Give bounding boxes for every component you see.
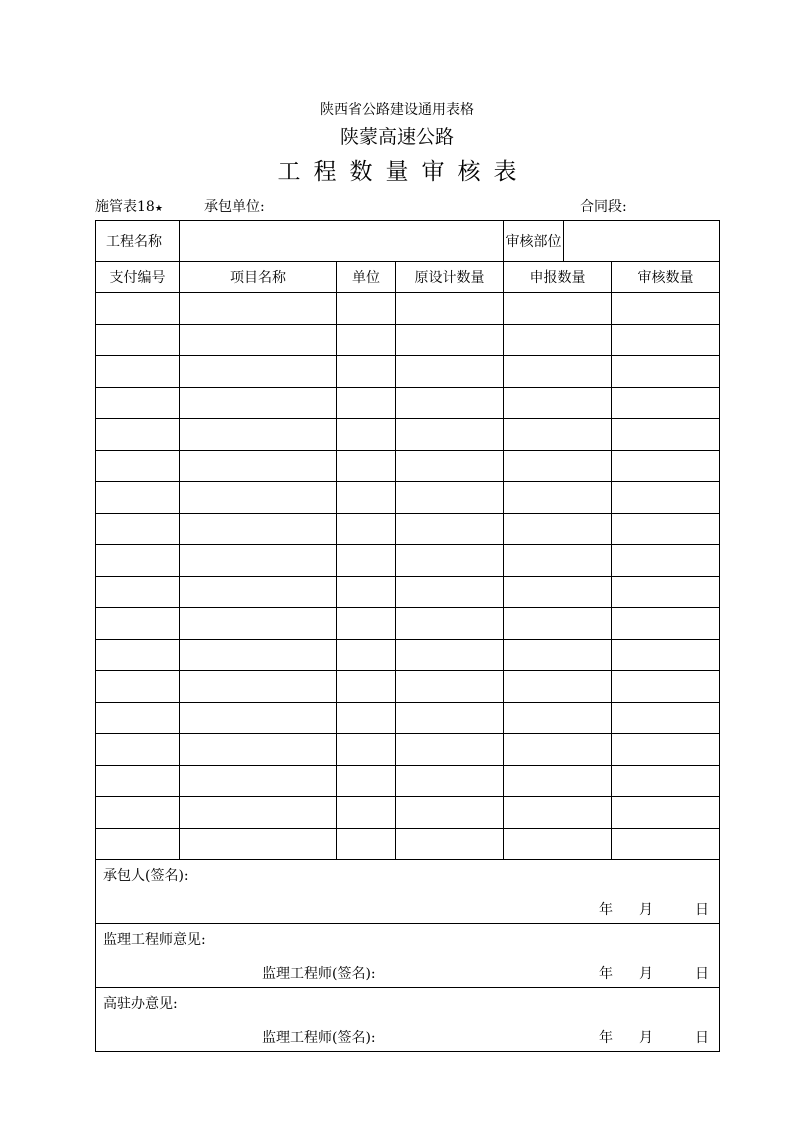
table-cell[interactable] bbox=[96, 608, 180, 640]
table-cell[interactable] bbox=[96, 513, 180, 545]
table-cell[interactable] bbox=[96, 387, 180, 419]
table-cell[interactable] bbox=[96, 356, 180, 388]
table-cell[interactable] bbox=[337, 576, 396, 608]
table-cell[interactable] bbox=[396, 765, 504, 797]
table-cell[interactable] bbox=[180, 324, 337, 356]
table-row bbox=[96, 419, 720, 451]
day-label: 日 bbox=[695, 902, 709, 918]
table-cell[interactable] bbox=[396, 450, 504, 482]
table-row bbox=[96, 576, 720, 608]
info-row bbox=[96, 221, 720, 262]
table-cell[interactable] bbox=[337, 387, 396, 419]
table-row bbox=[96, 671, 720, 703]
table-cell[interactable] bbox=[612, 639, 720, 671]
contractor-signature-label: 承包人(签名): bbox=[103, 868, 189, 884]
month-label: 月 bbox=[639, 966, 653, 982]
table-cell[interactable] bbox=[96, 828, 180, 860]
table-row bbox=[96, 608, 720, 640]
month-label: 月 bbox=[639, 902, 653, 918]
table-cell[interactable] bbox=[180, 828, 337, 860]
supervisor-opinion-row bbox=[96, 924, 720, 988]
table-cell[interactable] bbox=[337, 324, 396, 356]
table-cell[interactable] bbox=[396, 797, 504, 829]
table-cell[interactable] bbox=[96, 545, 180, 577]
table-row bbox=[96, 513, 720, 545]
table-cell[interactable] bbox=[180, 765, 337, 797]
supervisor-opinion-cell[interactable] bbox=[96, 924, 720, 988]
table-cell[interactable] bbox=[504, 639, 612, 671]
table-cell[interactable] bbox=[504, 828, 612, 860]
table-cell[interactable] bbox=[337, 482, 396, 514]
table-cell[interactable] bbox=[504, 671, 612, 703]
table-cell[interactable] bbox=[612, 293, 720, 325]
table-cell[interactable] bbox=[180, 419, 337, 451]
table-cell[interactable] bbox=[337, 356, 396, 388]
year-label: 年 bbox=[599, 966, 613, 982]
table-cell[interactable] bbox=[180, 671, 337, 703]
table-cell[interactable] bbox=[337, 513, 396, 545]
supervisor-signature-label: 监理工程师(签名): bbox=[262, 966, 376, 982]
table-cell[interactable] bbox=[180, 356, 337, 388]
project-title: 陕蒙高速公路 bbox=[339, 126, 454, 148]
table-cell[interactable] bbox=[337, 293, 396, 325]
column-header: 项目名称 bbox=[180, 262, 337, 293]
table-cell[interactable] bbox=[504, 734, 612, 766]
table-cell[interactable] bbox=[504, 387, 612, 419]
table-cell[interactable] bbox=[96, 482, 180, 514]
form-number-text: 施管表18 bbox=[95, 199, 155, 215]
year-label: 年 bbox=[599, 1030, 613, 1046]
table-cell[interactable] bbox=[396, 608, 504, 640]
star-icon: ★ bbox=[154, 204, 163, 214]
table-row bbox=[96, 356, 720, 388]
table-cell[interactable] bbox=[96, 797, 180, 829]
table-cell[interactable] bbox=[396, 293, 504, 325]
table-cell[interactable] bbox=[612, 324, 720, 356]
table-cell[interactable] bbox=[180, 387, 337, 419]
table-cell[interactable] bbox=[612, 356, 720, 388]
table-cell[interactable] bbox=[180, 545, 337, 577]
province-form-title: 陕西省公路建设通用表格 bbox=[320, 102, 474, 118]
day-label: 日 bbox=[695, 966, 709, 982]
resident-office-signature-label: 监理工程师(签名): bbox=[262, 1030, 376, 1046]
column-header-row bbox=[96, 262, 720, 293]
table-cell[interactable] bbox=[612, 576, 720, 608]
table-cell[interactable] bbox=[180, 797, 337, 829]
table-cell[interactable] bbox=[96, 702, 180, 734]
table-cell[interactable] bbox=[612, 797, 720, 829]
form-number bbox=[95, 198, 163, 218]
table-cell[interactable] bbox=[96, 576, 180, 608]
table-cell[interactable] bbox=[337, 797, 396, 829]
table-cell[interactable] bbox=[504, 608, 612, 640]
table-cell[interactable] bbox=[180, 450, 337, 482]
column-header: 原设计数量 bbox=[396, 262, 504, 293]
table-row bbox=[96, 828, 720, 860]
table-cell[interactable] bbox=[396, 482, 504, 514]
contractor-signature-cell[interactable] bbox=[96, 860, 720, 924]
table-cell[interactable] bbox=[180, 513, 337, 545]
column-header: 支付编号 bbox=[96, 262, 180, 293]
table-cell[interactable] bbox=[96, 293, 180, 325]
table-cell[interactable] bbox=[396, 324, 504, 356]
table-row bbox=[96, 545, 720, 577]
table-row bbox=[96, 765, 720, 797]
table-cell[interactable] bbox=[396, 356, 504, 388]
audit-part-field[interactable] bbox=[564, 221, 720, 262]
table-row bbox=[96, 639, 720, 671]
table-cell[interactable] bbox=[612, 734, 720, 766]
month-label: 月 bbox=[639, 1030, 653, 1046]
quantity-audit-table bbox=[95, 220, 720, 1052]
table-cell[interactable] bbox=[396, 576, 504, 608]
column-header: 单位 bbox=[337, 262, 396, 293]
table-cell[interactable] bbox=[337, 419, 396, 451]
table-cell[interactable] bbox=[504, 293, 612, 325]
day-label: 日 bbox=[695, 1030, 709, 1046]
table-cell[interactable] bbox=[612, 671, 720, 703]
table-cell[interactable] bbox=[612, 828, 720, 860]
resident-office-opinion-row bbox=[96, 988, 720, 1052]
table-cell[interactable] bbox=[504, 702, 612, 734]
table-cell[interactable] bbox=[612, 702, 720, 734]
table-cell[interactable] bbox=[337, 734, 396, 766]
table-cell[interactable] bbox=[504, 576, 612, 608]
table-cell[interactable] bbox=[396, 671, 504, 703]
table-cell[interactable] bbox=[180, 639, 337, 671]
table-cell[interactable] bbox=[612, 608, 720, 640]
table-cell[interactable] bbox=[337, 639, 396, 671]
table-cell[interactable] bbox=[96, 734, 180, 766]
table-cell[interactable] bbox=[337, 450, 396, 482]
table-cell[interactable] bbox=[612, 387, 720, 419]
table-cell[interactable] bbox=[96, 671, 180, 703]
table-cell[interactable] bbox=[612, 545, 720, 577]
column-header: 申报数量 bbox=[504, 262, 612, 293]
table-cell[interactable] bbox=[504, 482, 612, 514]
table-cell[interactable] bbox=[337, 671, 396, 703]
table-cell[interactable] bbox=[396, 639, 504, 671]
resident-office-opinion-cell[interactable] bbox=[96, 988, 720, 1052]
table-row bbox=[96, 482, 720, 514]
table-cell[interactable] bbox=[180, 482, 337, 514]
table-cell[interactable] bbox=[504, 545, 612, 577]
table-cell[interactable] bbox=[612, 482, 720, 514]
table-cell[interactable] bbox=[612, 419, 720, 451]
resident-office-opinion-label: 高驻办意见: bbox=[103, 996, 178, 1012]
audit-part-label: 审核部位 bbox=[504, 221, 564, 262]
table-row bbox=[96, 702, 720, 734]
table-cell[interactable] bbox=[396, 702, 504, 734]
contractor-signature-row bbox=[96, 860, 720, 924]
table-cell[interactable] bbox=[337, 545, 396, 577]
contractor-label: 承包单位: bbox=[204, 199, 265, 215]
table-row bbox=[96, 324, 720, 356]
table-cell[interactable] bbox=[504, 419, 612, 451]
table-cell[interactable] bbox=[96, 639, 180, 671]
table-cell[interactable] bbox=[96, 765, 180, 797]
table-cell[interactable] bbox=[337, 702, 396, 734]
table-row bbox=[96, 734, 720, 766]
table-cell[interactable] bbox=[180, 293, 337, 325]
table-cell[interactable] bbox=[96, 419, 180, 451]
table-cell[interactable] bbox=[504, 765, 612, 797]
contract-section-label: 合同段: bbox=[580, 199, 627, 215]
column-header: 审核数量 bbox=[612, 262, 720, 293]
table-cell[interactable] bbox=[396, 419, 504, 451]
table-row bbox=[96, 797, 720, 829]
table-row bbox=[96, 387, 720, 419]
table-cell[interactable] bbox=[504, 324, 612, 356]
table-cell[interactable] bbox=[337, 608, 396, 640]
table-cell[interactable] bbox=[337, 765, 396, 797]
table-cell[interactable] bbox=[612, 450, 720, 482]
table-cell[interactable] bbox=[396, 734, 504, 766]
table-cell[interactable] bbox=[96, 324, 180, 356]
table-cell[interactable] bbox=[396, 513, 504, 545]
table-cell[interactable] bbox=[612, 513, 720, 545]
table-cell[interactable] bbox=[396, 387, 504, 419]
table-cell[interactable] bbox=[337, 828, 396, 860]
table-cell[interactable] bbox=[612, 765, 720, 797]
table-row bbox=[96, 450, 720, 482]
table-cell[interactable] bbox=[504, 513, 612, 545]
table-cell[interactable] bbox=[180, 576, 337, 608]
project-name-label: 工程名称 bbox=[96, 221, 180, 262]
table-cell[interactable] bbox=[180, 702, 337, 734]
table-cell[interactable] bbox=[504, 356, 612, 388]
table-cell[interactable] bbox=[180, 608, 337, 640]
year-label: 年 bbox=[599, 902, 613, 918]
form-title: 工程数量审核表 bbox=[277, 159, 530, 185]
table-cell[interactable] bbox=[504, 797, 612, 829]
table-cell[interactable] bbox=[96, 450, 180, 482]
supervisor-opinion-label: 监理工程师意见: bbox=[103, 932, 206, 948]
project-name-field[interactable] bbox=[180, 221, 504, 262]
table-cell[interactable] bbox=[396, 828, 504, 860]
table-cell[interactable] bbox=[504, 450, 612, 482]
table-cell[interactable] bbox=[180, 734, 337, 766]
table-row bbox=[96, 293, 720, 325]
table-cell[interactable] bbox=[396, 545, 504, 577]
